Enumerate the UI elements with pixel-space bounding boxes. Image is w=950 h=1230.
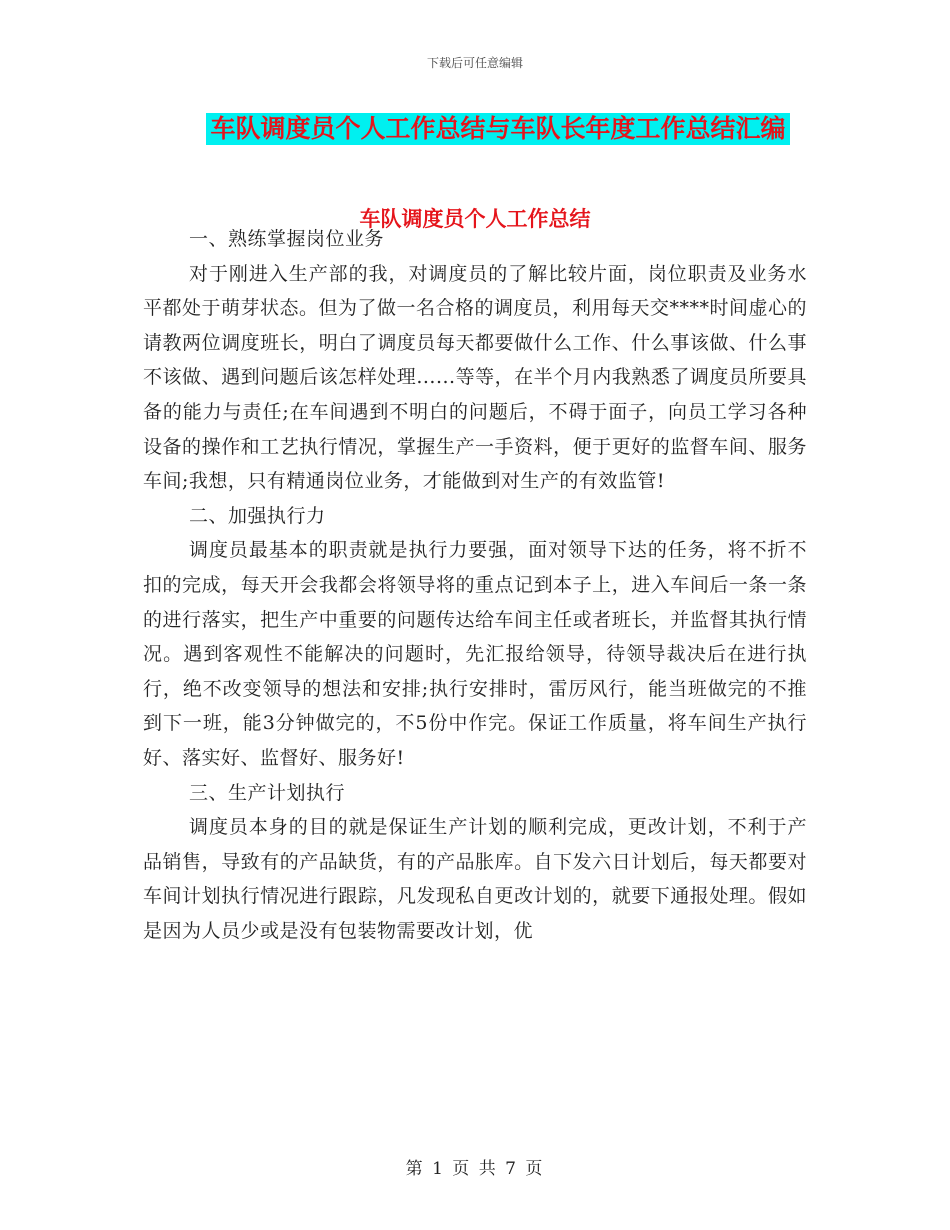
section-heading-1: 一、熟练掌握岗位业务 <box>189 228 385 250</box>
document-body <box>143 222 807 948</box>
paragraph-3: 调度员本身的目的就是保证生产计划的顺利完成，更改计划，不利于产品销售，导致有的产品缺货，有的产品胀库。自下发六日计划后，每天都要对车间计划执行情况进行跟踪，凡发现私自更改计划的，就要下通报处理。假如是因为人员少或是没有包装物需要改计划，优 <box>143 816 807 942</box>
page-number: 第 1 页 共 7 页 <box>405 1159 545 1179</box>
section-heading-3: 三、生产计划执行 <box>189 781 346 804</box>
paragraph-2: 调度员最基本的职责就是执行力要强，面对领导下达的任务，将不折不扣的完成，每天开会我都会将领导将的重点记到本子上，进入车间后一条一条的进行落实，把生产中重要的问题传达给车间主任或者班长，并监督其执行情况。遇到客观性不能解决的问题时，先汇报给领导，待领导裁决后在进行执行，绝不改变领导的想法和安排;执行安排时，雷厉风行，能当班做完的不推到下一班，能3分钟做完的，不5份中作完。保证工作质量，将车间生产执行好、落实好、监督好、服务好! <box>143 539 807 769</box>
document-title: 车队调度员个人工作总结与车队长年度工作总结汇编 <box>206 113 789 145</box>
section-title: 车队调度员个人工作总结 <box>359 207 591 231</box>
page-header-note: 下载后可任意编辑 <box>426 56 523 70</box>
document-title-container <box>0 113 950 145</box>
section-heading-2: 二、加强执行力 <box>189 504 326 527</box>
paragraph-1: 对于刚进入生产部的我，对调度员的了解比较片面，岗位职责及业务水平都处于萌芽状态。但为了做一名合格的调度员，利用每天交****时间虚心的请教两位调度班长，明白了调度员每天都要做什么工作、什么事该做、什么事不该做、遇到问题后该怎样处理......等等，在半个月内我熟悉了调度员所要具备的能力与责任;在车间遇到不明白的问题后，不碍于面子，向员工学习各种设备的操作和工艺执行情况，掌握生产一手资料，便于更好的监督车间、服务车间;我想，只有精通岗位业务，才能做到对生产的有效监管! <box>143 262 808 493</box>
